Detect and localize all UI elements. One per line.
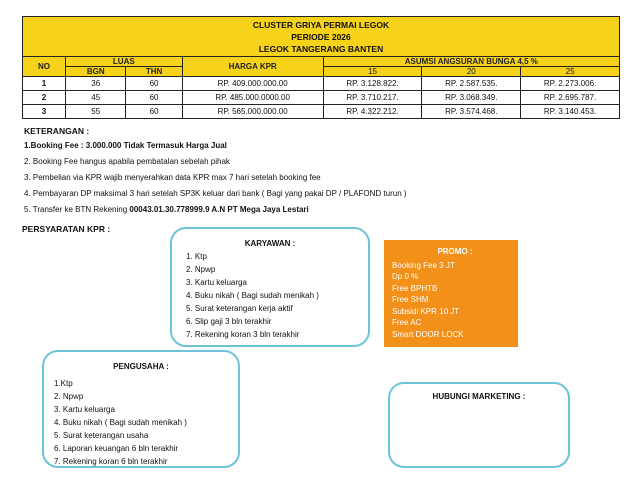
cell-bgn: 36 bbox=[66, 77, 126, 91]
promo-item: Dp 0 % bbox=[392, 272, 419, 281]
col-thn: THN bbox=[126, 67, 182, 77]
cell-t15: RP. 3.710.217. bbox=[323, 91, 422, 105]
marketing-title: HUBUNGI MARKETING : bbox=[432, 392, 526, 401]
keterangan-item-5-text: 5. Transfer ke BTN Rekening bbox=[24, 205, 130, 214]
cell-t15: RP. 4.322.212. bbox=[323, 105, 422, 119]
col-bgn: BGN bbox=[66, 67, 126, 77]
promo-box bbox=[384, 240, 518, 347]
keterangan-item-2: 2. Booking Fee hangus apabila pembatalan sebelah pihak bbox=[24, 157, 230, 166]
cell-thn: 60 bbox=[126, 105, 182, 119]
table-row bbox=[23, 91, 620, 105]
keterangan-item-3: 3. Pembelian via KPR wajib menyerahkan data KPR max 7 hari setelah booking fee bbox=[24, 173, 321, 182]
promo-item: Free SHM bbox=[392, 295, 429, 304]
cell-t15: RP. 3.128.822. bbox=[323, 77, 422, 91]
keterangan-item-4: 4. Pembayaran DP maksimal 3 hari setelah SP3K keluar dari bank ( Bagi yang pakai DP / PLAFOND turun ) bbox=[24, 189, 407, 198]
keterangan-title: KETERANGAN : bbox=[24, 126, 90, 136]
persyaratan-title: PERSYARATAN KPR : bbox=[22, 224, 111, 234]
cell-bgn: 55 bbox=[66, 105, 126, 119]
list-item: 3. Kartu keluarga bbox=[54, 405, 115, 414]
col-tenor-25: 25 bbox=[521, 67, 620, 77]
karyawan-title: KARYAWAN : bbox=[244, 239, 296, 248]
marketing-box bbox=[388, 382, 570, 468]
pengusaha-list bbox=[54, 377, 238, 468]
list-item: 5. Surat keterangan kerja aktif bbox=[186, 304, 293, 313]
bank-account: 00043.01.30.778999.9 A.N PT Mega Jaya Lestari bbox=[129, 205, 309, 214]
price-table bbox=[22, 56, 620, 119]
list-item: 7. Rekening koran 6 bln terakhir bbox=[54, 457, 168, 466]
cell-thn: 60 bbox=[126, 77, 182, 91]
pengusaha-title: PENGUSAHA : bbox=[113, 362, 169, 371]
cell-t20: RP. 3.068.349. bbox=[422, 91, 521, 105]
table-row bbox=[23, 77, 620, 91]
list-item: 3. Kartu keluarga bbox=[186, 278, 247, 287]
cell-no: 2 bbox=[23, 91, 66, 105]
promo-item: Subsidi KPR 10 JT bbox=[392, 306, 460, 316]
header-line-3: LEGOK TANGERANG BANTEN bbox=[258, 44, 384, 54]
list-item: 2. Npwp bbox=[186, 265, 216, 274]
cell-thn: 60 bbox=[126, 91, 182, 105]
cell-t25: RP. 2.273.006. bbox=[521, 77, 620, 91]
cell-no: 1 bbox=[23, 77, 66, 91]
keterangan-item-1: 1.Booking Fee : 3.000.000 Tidak Termasuk Harga Jual bbox=[24, 141, 227, 150]
cell-bgn: 45 bbox=[66, 91, 126, 105]
promo-item: Booking Fee 3 JT bbox=[392, 260, 455, 270]
pengusaha-box bbox=[42, 350, 240, 468]
cell-t25: RP. 2.695.787. bbox=[521, 91, 620, 105]
col-harga: HARGA KPR bbox=[182, 57, 323, 77]
cell-t25: RP. 3.140.453. bbox=[521, 105, 620, 119]
list-item: 2. Npwp bbox=[54, 392, 84, 401]
header-line-2: PERIODE 2026 bbox=[291, 32, 351, 42]
col-asumsi: ASUMSI ANGSURAN BUNGA 4,5 % bbox=[323, 57, 619, 67]
cell-harga: RP. 485.000.0000.00 bbox=[182, 91, 323, 105]
list-item: 7. Rekening koran 3 bln terakhir bbox=[186, 330, 300, 339]
promo-item: Free AC bbox=[392, 318, 422, 327]
karyawan-box bbox=[170, 227, 370, 347]
col-tenor-20: 20 bbox=[422, 67, 521, 77]
table-row bbox=[23, 105, 620, 119]
cell-harga: RP. 409.000.000.00 bbox=[182, 77, 323, 91]
col-luas: LUAS bbox=[66, 57, 183, 67]
col-tenor-15: 15 bbox=[323, 67, 422, 77]
keterangan-item-5 bbox=[24, 205, 309, 214]
header-banner bbox=[22, 16, 620, 56]
cell-harga: RP. 565.000.000.00 bbox=[182, 105, 323, 119]
promo-item: Free BPHTB bbox=[392, 283, 438, 293]
list-item: 6. Laporan keuangan 6 bln terakhir bbox=[54, 444, 179, 453]
list-item: 4. Buku nikah ( Bagi sudah menikah ) bbox=[54, 418, 187, 427]
list-item: 4. Buku nikah ( Bagi sudah menikah ) bbox=[186, 291, 319, 300]
list-item: 6. Slip gaji 3 bln terakhir bbox=[186, 317, 272, 326]
list-item: 1.Ktp bbox=[54, 379, 73, 388]
list-item: 5. Surat keterangan usaha bbox=[54, 431, 149, 440]
promo-title: PROMO : bbox=[437, 247, 473, 256]
cell-no: 3 bbox=[23, 105, 66, 119]
karyawan-list bbox=[186, 250, 368, 341]
promo-item: Smart DOOR LOCK bbox=[392, 329, 464, 339]
col-no: NO bbox=[23, 57, 66, 77]
list-item: 1. Ktp bbox=[186, 252, 207, 261]
cell-t20: RP. 2.587.535. bbox=[422, 77, 521, 91]
cell-t20: RP. 3.574.468. bbox=[422, 105, 521, 119]
header-line-1: CLUSTER GRIYA PERMAI LEGOK bbox=[252, 20, 390, 30]
